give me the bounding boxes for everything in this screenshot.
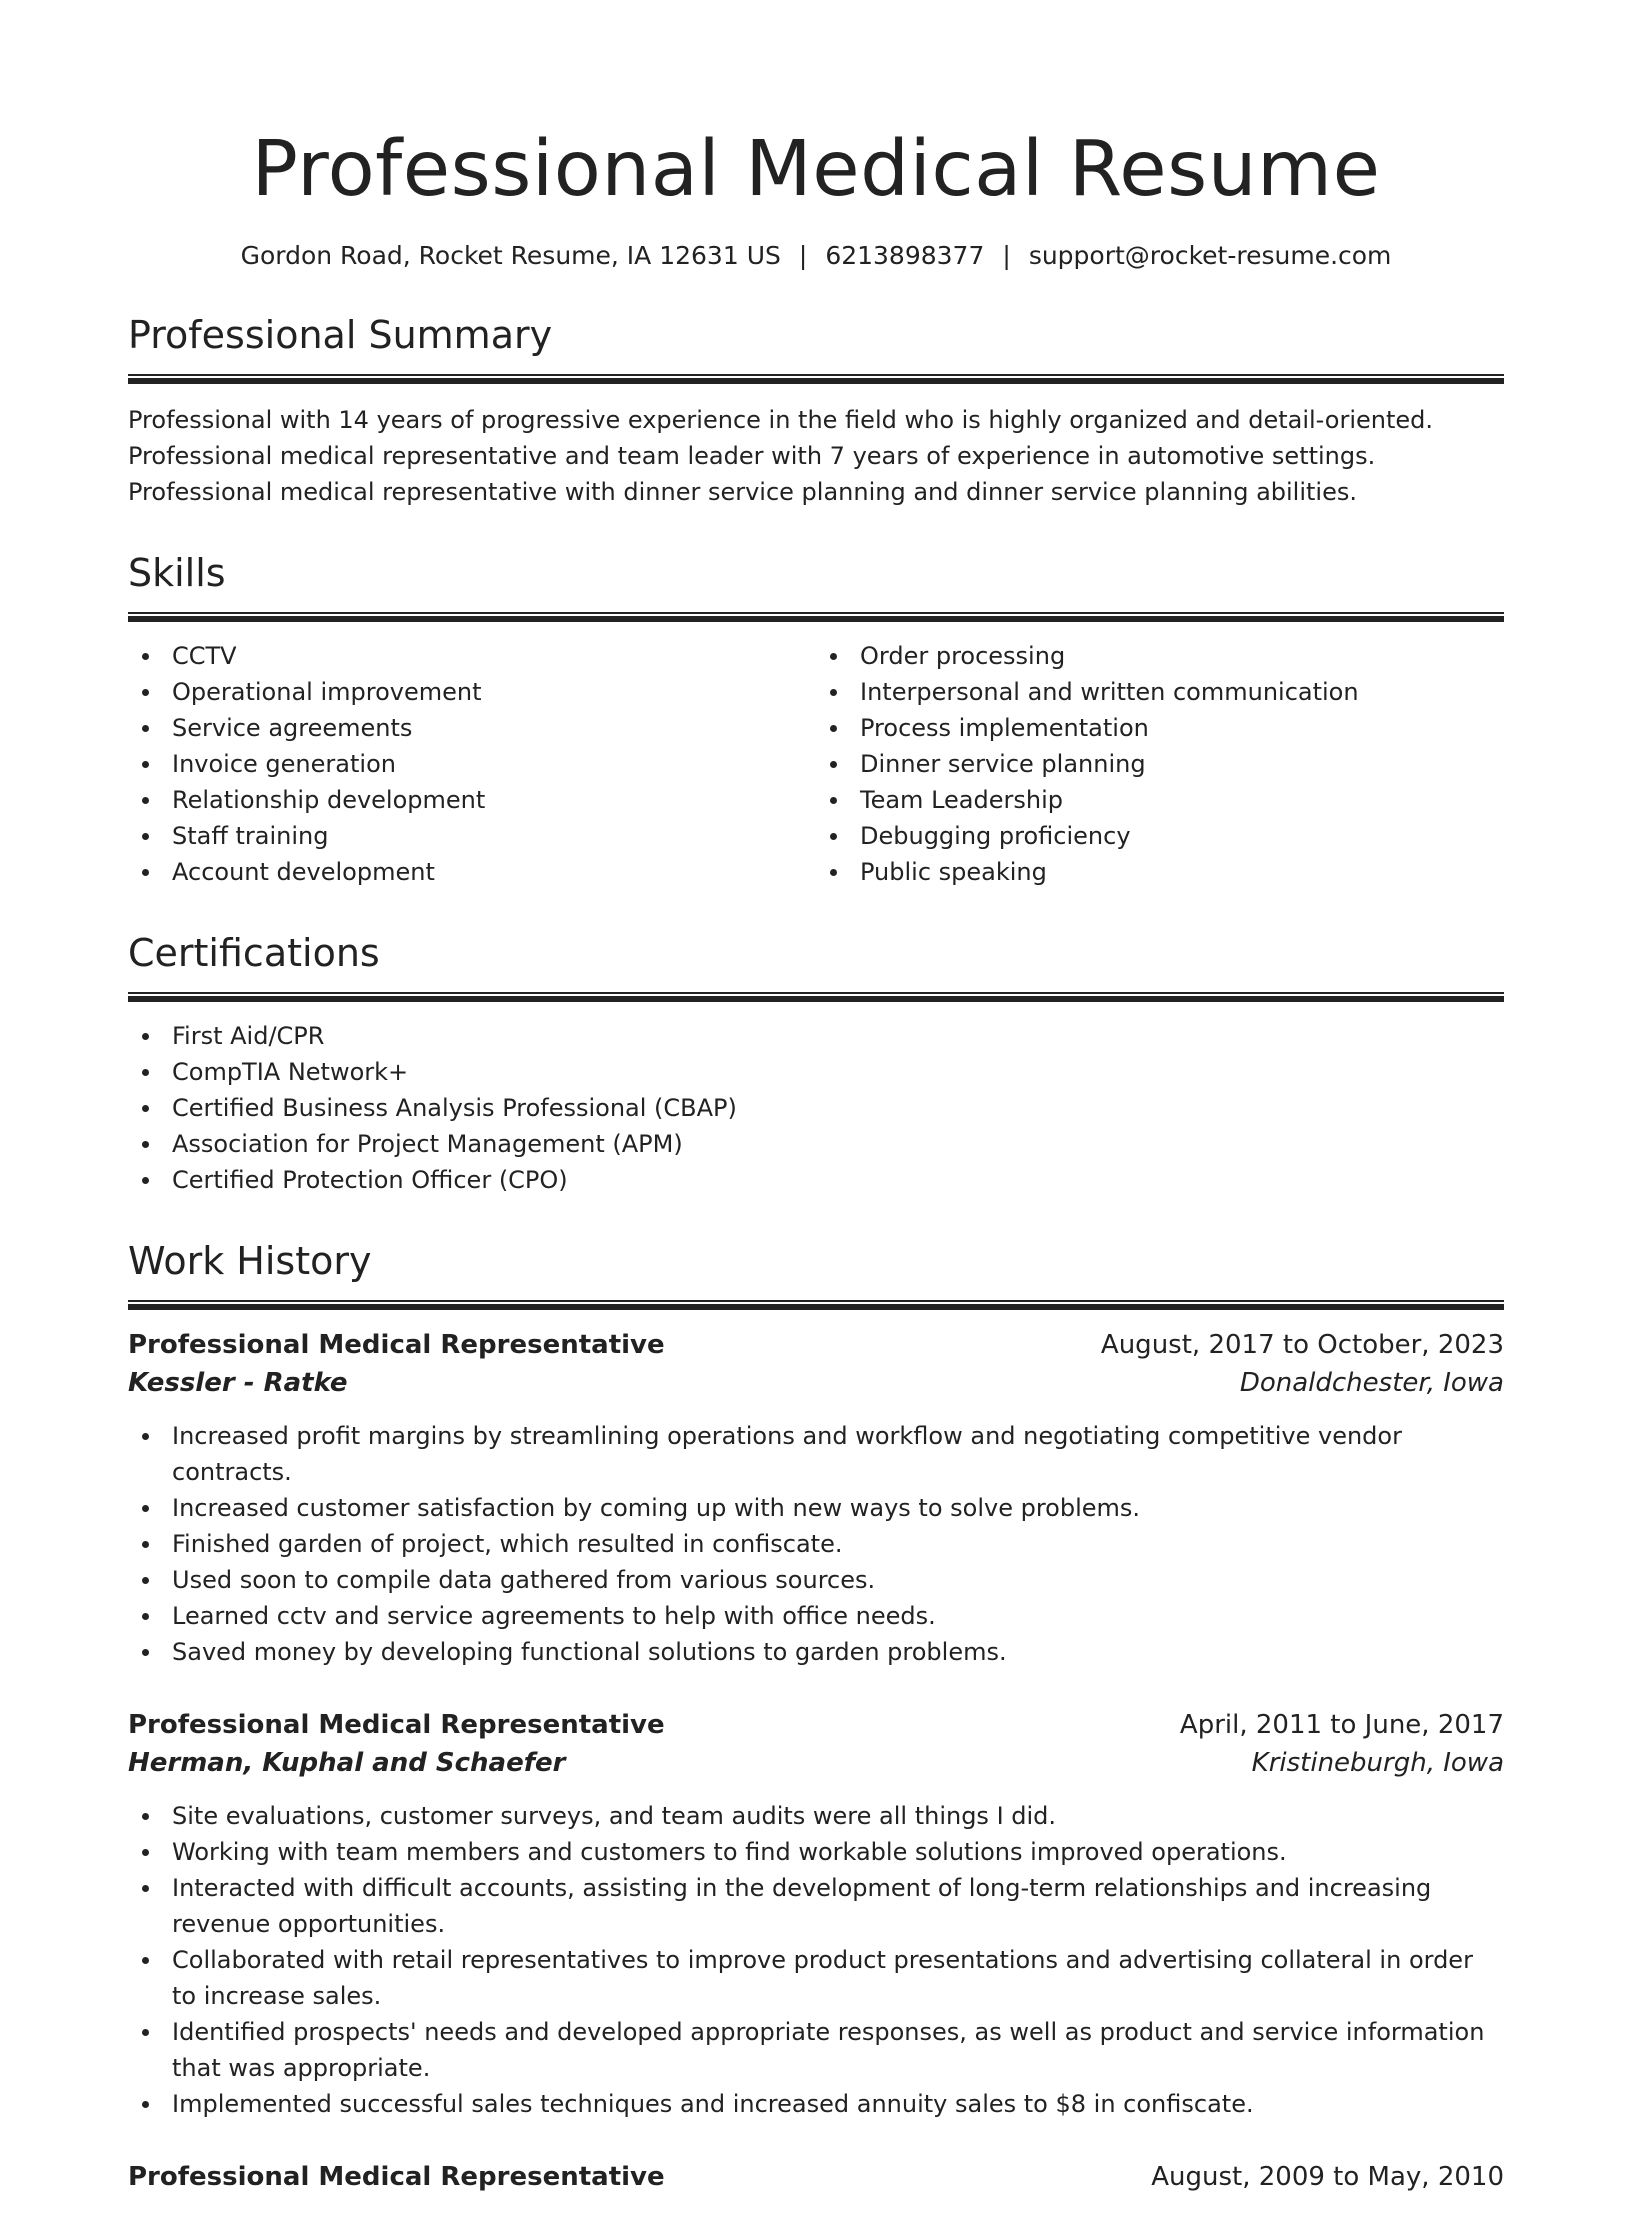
contact-email: support@rocket-resume.com xyxy=(1028,241,1392,270)
skill-item: Process implementation xyxy=(816,710,1504,746)
job-duty: Working with team members and customers to find workable solutions improved operations. xyxy=(128,1834,1504,1870)
certification-item: CompTIA Network+ xyxy=(128,1054,1504,1090)
section-divider xyxy=(128,992,1504,1002)
skills-heading: Skills xyxy=(128,551,226,595)
contact-separator: | xyxy=(1002,241,1011,270)
contact-phone: 6213898377 xyxy=(825,241,985,270)
skill-item: Interpersonal and written communication xyxy=(816,674,1504,710)
skill-item: Staff training xyxy=(128,818,816,854)
skills-list-right xyxy=(816,638,1504,890)
certification-item: First Aid/CPR xyxy=(128,1018,1504,1054)
page-title: Professional Medical Resume xyxy=(251,125,1381,214)
job-company: Kessler - Ratke xyxy=(128,1368,348,1398)
job-header xyxy=(128,1706,1504,1744)
job-header xyxy=(128,1326,1504,1364)
job-duty: Interacted with difficult accounts, assisting in the development of long-term relationships and increasing revenue opportunities. xyxy=(128,1870,1504,1942)
job-title: Professional Medical Representative xyxy=(128,2162,665,2192)
job-duties xyxy=(128,1418,1504,1670)
job-header xyxy=(128,2158,1504,2196)
job-entry xyxy=(128,1326,1504,1670)
summary-heading: Professional Summary xyxy=(128,313,553,357)
job-duty: Used soon to compile data gathered from various sources. xyxy=(128,1562,1504,1598)
job-duty: Saved money by developing functional solutions to garden problems. xyxy=(128,1634,1504,1670)
skills-list-left xyxy=(128,638,816,890)
certifications-section xyxy=(128,930,1504,1198)
job-dates: August, 2009 to May, 2010 xyxy=(1151,2162,1504,2192)
skill-item: Operational improvement xyxy=(128,674,816,710)
summary-text: Professional with 14 years of progressive experience in the field who is highly organized and detail-oriented. Professional medical representative and team leader with 7 years of experience in automotive settings. Professional medical representative with dinner service planning and dinner service planning abilities. xyxy=(128,406,1433,506)
job-duty: Increased customer satisfaction by coming up with new ways to solve problems. xyxy=(128,1490,1504,1526)
job-title: Professional Medical Representative xyxy=(128,1330,665,1360)
job-company: Herman, Kuphal and Schaefer xyxy=(128,1748,566,1778)
skill-item: Account development xyxy=(128,854,816,890)
summary-section xyxy=(128,312,1504,510)
contact-separator: | xyxy=(798,241,808,270)
job-duty: Implemented successful sales techniques and increased annuity sales to $8 in confiscate. xyxy=(128,2086,1504,2122)
work-history-section xyxy=(128,1238,1504,2196)
job-subheader xyxy=(128,1744,1504,1782)
job-duty: Learned cctv and service agreements to help with office needs. xyxy=(128,1598,1504,1634)
skills-section xyxy=(128,550,1504,890)
job-duty: Identified prospects' needs and developed appropriate responses, as well as product and service information that was appropriate. xyxy=(128,2014,1504,2086)
job-entry xyxy=(128,2158,1504,2196)
job-duty: Increased profit margins by streamlining operations and workflow and negotiating competitive vendor contracts. xyxy=(128,1418,1504,1490)
section-divider xyxy=(128,374,1504,384)
skill-item: Relationship development xyxy=(128,782,816,818)
skill-item: Team Leadership xyxy=(816,782,1504,818)
work-history-heading: Work History xyxy=(128,1239,372,1283)
job-dates: April, 2011 to June, 2017 xyxy=(1179,1710,1504,1740)
skill-item: Invoice generation xyxy=(128,746,816,782)
skill-item: Public speaking xyxy=(816,854,1504,890)
job-subheader xyxy=(128,1364,1504,1402)
job-duties xyxy=(128,1798,1504,2122)
certification-item: Certified Protection Officer (CPO) xyxy=(128,1162,1504,1198)
job-duty: Finished garden of project, which resulted in confiscate. xyxy=(128,1526,1504,1562)
contact-address: Gordon Road, Rocket Resume, IA 12631 US xyxy=(240,241,781,270)
resume-page xyxy=(0,120,1632,2232)
job-duty: Site evaluations, customer surveys, and team audits were all things I did. xyxy=(128,1798,1504,1834)
skill-item: Order processing xyxy=(816,638,1504,674)
job-title: Professional Medical Representative xyxy=(128,1710,665,1740)
certification-item: Certified Business Analysis Professional (CBAP) xyxy=(128,1090,1504,1126)
section-divider xyxy=(128,1300,1504,1310)
skill-item: Debugging proficiency xyxy=(816,818,1504,854)
job-entry xyxy=(128,1706,1504,2122)
job-duty: Collaborated with retail representatives to improve product presentations and advertising collateral in order to increase sales. xyxy=(128,1942,1504,2014)
certification-item: Association for Project Management (APM) xyxy=(128,1126,1504,1162)
section-divider xyxy=(128,612,1504,622)
job-dates: August, 2017 to October, 2023 xyxy=(1100,1330,1504,1360)
skill-item: Service agreements xyxy=(128,710,816,746)
job-location: Donaldchester, Iowa xyxy=(1239,1368,1504,1398)
certifications-heading: Certifications xyxy=(128,931,380,975)
skills-columns xyxy=(128,638,1504,890)
contact-line xyxy=(128,240,1504,272)
skill-item: CCTV xyxy=(128,638,816,674)
certifications-list xyxy=(128,1018,1504,1198)
job-location: Kristineburgh, Iowa xyxy=(1251,1748,1504,1778)
skill-item: Dinner service planning xyxy=(816,746,1504,782)
